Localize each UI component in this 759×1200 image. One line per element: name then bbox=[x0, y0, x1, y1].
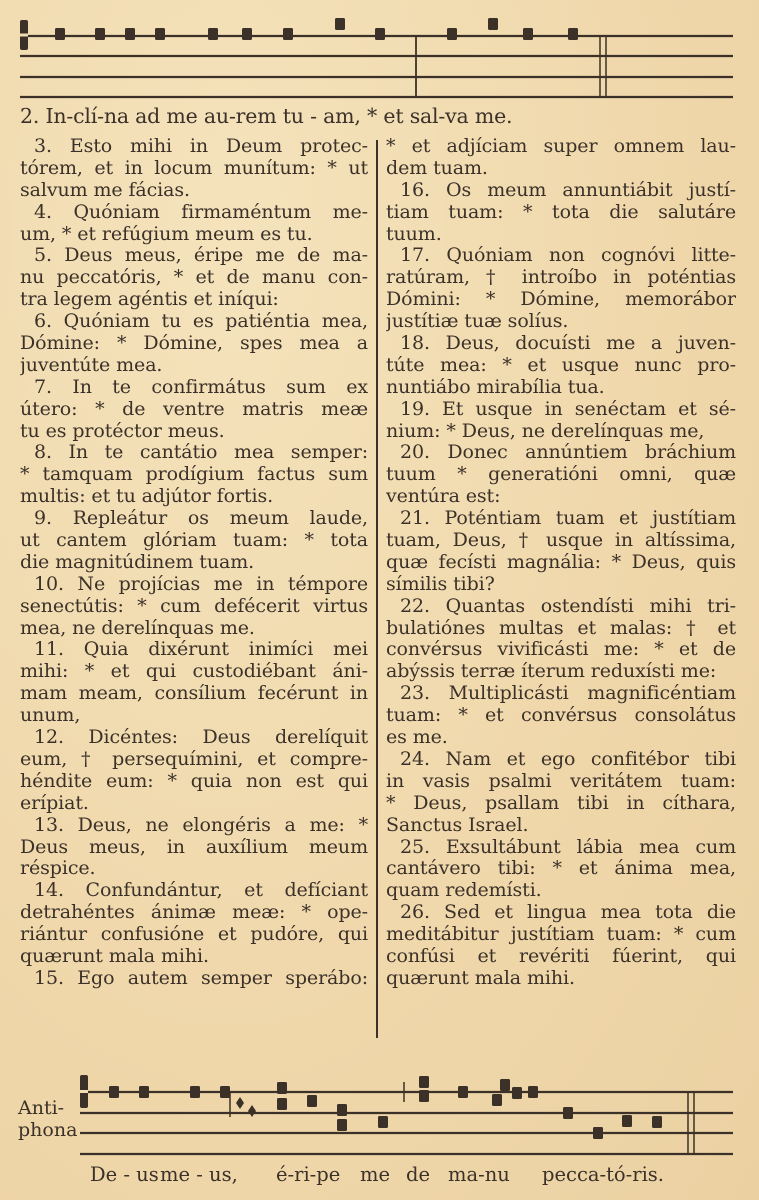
punctum-note bbox=[458, 1086, 468, 1098]
psalm-line: Dómini: * Dómine, memorábor bbox=[386, 289, 736, 311]
psalm-line: mihi: * et qui custodiébant áni- bbox=[20, 661, 368, 683]
psalm-line: 17. Quóniam non cognóvi litte- bbox=[400, 245, 736, 267]
psalm-line: tu es protéctor meus. bbox=[20, 420, 225, 442]
psalm-line: meditábitur justítiam tuam: * cum bbox=[386, 924, 736, 946]
psalm-line: bulatiónes multas et malas: † et bbox=[386, 617, 736, 639]
psalm-line: ut cantem glóriam tuam: * tota bbox=[20, 530, 368, 552]
lyric-syllable-group: De - us bbox=[90, 1163, 159, 1186]
lyric-syllable-group: me - us, bbox=[160, 1163, 238, 1186]
psalm-line: unum, bbox=[20, 705, 81, 727]
psalm-line: es me. bbox=[386, 727, 448, 749]
psalm-column-left bbox=[20, 136, 368, 990]
psalm-line: nium: * Deus, ne derelínquas me, bbox=[386, 420, 705, 442]
punctum-note bbox=[242, 28, 252, 40]
psalm-line: nu peccatóris, * et de manu con- bbox=[20, 267, 368, 289]
psalm-line: 7. In te confirmátus sum ex bbox=[34, 376, 368, 398]
psalm-line: die magnitúdinem tuam. bbox=[20, 551, 255, 573]
psalm-line: tuam, Deus, † usque in altíssima, bbox=[386, 530, 736, 552]
psalm-line: justítiæ tuæ solíus. bbox=[386, 311, 569, 333]
chant-verse-text: 2. In-clí-na ad me au-rem tu - am, * et sal-va me. bbox=[20, 104, 513, 128]
punctum-note bbox=[523, 28, 533, 40]
psalm-line: héndite eum: * quia non est qui bbox=[20, 770, 368, 792]
psalm-line: Dómine: * Dómine, spes mea a bbox=[20, 333, 368, 355]
psalm-line: 20. Donec annúntiem bráchium bbox=[400, 442, 736, 464]
punctum-note bbox=[337, 1104, 347, 1116]
psalm-line: salvum me fácias. bbox=[20, 179, 190, 201]
psalm-line: dem tuam. bbox=[386, 157, 488, 179]
punctum-note bbox=[528, 1086, 538, 1098]
antiphon-staff bbox=[0, 1080, 759, 1160]
punctum-note bbox=[277, 1082, 287, 1094]
psalm-line: 4. Quóniam firmaméntum me- bbox=[34, 201, 368, 223]
lyric-syllable-group: pecca-tó-ris. bbox=[542, 1163, 665, 1186]
psalm-line: 12. Dicéntes: Deus derelíquit bbox=[34, 727, 368, 749]
psalm-line: mea, ne derelínquas me. bbox=[20, 617, 255, 639]
antiphon-label-line2: phona bbox=[18, 1119, 78, 1141]
psalm-line: ventúra est: bbox=[386, 486, 501, 508]
psalm-line: multis: et tu adjútor fortis. bbox=[20, 486, 274, 508]
punctum-note bbox=[492, 1094, 502, 1106]
psalm-line: eum, † persequímini, et compre- bbox=[20, 748, 368, 770]
psalm-line: 18. Deus, docuísti me a juven- bbox=[400, 333, 736, 355]
punctum-note bbox=[622, 1115, 632, 1127]
c-clef-gap bbox=[20, 34, 28, 37]
psalm-line: cantávero tibi: * et ánima mea, bbox=[386, 858, 736, 880]
psalm-line: nuntiábo mirabília tua. bbox=[386, 376, 605, 398]
neumes bbox=[20, 18, 606, 97]
psalm-line: tórem, et in locum munítum: * ut bbox=[20, 157, 368, 179]
punctum-note bbox=[109, 1086, 119, 1098]
lyric-syllable-group: de bbox=[406, 1163, 431, 1186]
lyric-syllable-group: ma-nu bbox=[448, 1163, 510, 1186]
psalm-line: quam redemísti. bbox=[386, 880, 542, 902]
punctum-note bbox=[95, 28, 105, 40]
psalm-line: ratúram, † introíbo in poténtias bbox=[386, 267, 736, 289]
punctum-note bbox=[277, 1098, 287, 1110]
psalm-line: Sanctus Israel. bbox=[386, 814, 529, 836]
psalm-column-right bbox=[386, 136, 736, 990]
rhombus-note bbox=[236, 1097, 244, 1109]
psalm-line: 16. Os meum annuntiábit justí- bbox=[400, 179, 736, 201]
psalm-line: tiam tuam: * tota die salutáre bbox=[386, 201, 736, 223]
punctum-note bbox=[307, 1095, 317, 1107]
punctum-note bbox=[488, 18, 498, 30]
psalm-line: um, * et refúgium meum es tu. bbox=[20, 223, 313, 245]
punctum-note bbox=[55, 28, 65, 40]
punctum-note bbox=[190, 1086, 200, 1098]
psalm-line: abýssis terræ íterum reduxísti me: bbox=[386, 661, 717, 683]
top-chant-staff bbox=[0, 0, 759, 110]
punctum-note bbox=[378, 1116, 388, 1128]
psalm-line: 22. Quantas ostendísti mihi tri- bbox=[400, 595, 736, 617]
psalm-line: 14. Confundántur, et defíciant bbox=[34, 880, 368, 902]
psalm-line: 6. Quóniam tu es patiéntia mea, bbox=[34, 311, 368, 333]
neumes bbox=[80, 1075, 694, 1154]
psalm-line: 9. Repleátur os meum laude, bbox=[34, 508, 368, 530]
punctum-note bbox=[139, 1086, 149, 1098]
psalm-line: 5. Deus meus, éripe me de ma- bbox=[34, 245, 368, 267]
column-divider bbox=[376, 140, 378, 1038]
punctum-note bbox=[283, 28, 293, 40]
punctum-note bbox=[155, 28, 165, 40]
psalm-line: * Deus, psallam tibi in cíthara, bbox=[386, 792, 736, 814]
psalm-line: 10. Ne projícias me in témpore bbox=[34, 573, 368, 595]
punctum-note bbox=[337, 1119, 347, 1131]
punctum-note bbox=[652, 1116, 662, 1128]
psalm-line: 11. Quia dixérunt inimíci mei bbox=[34, 639, 368, 661]
psalm-line: Deus meus, in auxílium meum bbox=[20, 836, 368, 858]
staff-lines bbox=[80, 1092, 733, 1154]
psalm-line: tuum * generatióni omni, quæ bbox=[386, 464, 736, 486]
psalm-line: túte mea: * et usque nunc pro- bbox=[386, 354, 736, 376]
c-clef-gap bbox=[80, 1090, 88, 1093]
psalm-line: tuam: * et convérsus consolátus bbox=[386, 705, 736, 727]
punctum-note bbox=[568, 28, 578, 40]
punctum-note bbox=[375, 28, 385, 40]
psalm-line: quærunt mala mihi. bbox=[386, 967, 575, 989]
psalm-line: confúsi et revériti fúerint, qui bbox=[386, 945, 736, 967]
psalm-line: 23. Multiplicásti magnificéntiam bbox=[400, 683, 736, 705]
antiphon-lyrics bbox=[80, 1162, 700, 1188]
rhombus-note bbox=[248, 1105, 256, 1117]
psalm-line: convérsus vivificásti me: * et de bbox=[386, 639, 736, 661]
psalm-line: juventúte mea. bbox=[20, 354, 163, 376]
psalm-line: réspice. bbox=[20, 858, 96, 880]
punctum-note bbox=[335, 18, 345, 30]
psalm-line: 8. In te cantátio mea semper: bbox=[34, 442, 368, 464]
lyric-syllable-group: me bbox=[360, 1163, 391, 1186]
punctum-note bbox=[447, 28, 457, 40]
psalm-line: detrahéntes ánimæ meæ: * ope- bbox=[20, 902, 368, 924]
punctum-note bbox=[220, 1086, 230, 1098]
psalm-line: tuum. bbox=[386, 223, 442, 245]
psalm-line: 25. Exsultábunt lábia mea cum bbox=[400, 836, 736, 858]
psalm-line: 24. Nam et ego confitébor tibi bbox=[400, 748, 736, 770]
psalm-line: quæ fecísti magnália: * Deus, quis bbox=[386, 551, 736, 573]
psalm-line: tra legem agéntis et iníqui: bbox=[20, 289, 279, 311]
psalm-line: in vasis psalmi veritátem tuam: bbox=[386, 770, 736, 792]
psalm-line: * tamquam prodígium factus sum bbox=[20, 464, 368, 486]
punctum-note bbox=[563, 1107, 573, 1119]
staff-lines bbox=[20, 36, 733, 97]
psalm-line: * et adjíciam super omnem lau- bbox=[386, 136, 736, 157]
antiphon-label-line1: Anti- bbox=[18, 1097, 65, 1119]
psalm-line: mam meam, consílium fecérunt in bbox=[20, 683, 368, 705]
psalm-line: quærunt mala mihi. bbox=[20, 945, 209, 967]
punctum-note bbox=[419, 1076, 429, 1088]
lyric-syllable-group: é-ri-pe bbox=[276, 1163, 341, 1186]
psalm-line: símilis tibi? bbox=[386, 573, 495, 595]
psalm-line: 13. Deus, ne elongéris a me: * bbox=[34, 814, 368, 836]
punctum-note bbox=[208, 28, 218, 40]
psalm-line: riántur confusióne et pudóre, qui bbox=[20, 924, 368, 946]
punctum-note bbox=[125, 28, 135, 40]
psalm-line: 26. Sed et lingua mea tota die bbox=[400, 902, 736, 924]
psalm-line: erípiat. bbox=[20, 792, 89, 814]
punctum-note bbox=[593, 1127, 603, 1139]
psalm-line: útero: * de ventre matris meæ bbox=[20, 398, 368, 420]
punctum-note bbox=[500, 1079, 510, 1091]
psalm-line: 21. Poténtiam tuam et justítiam bbox=[400, 508, 736, 530]
psalm-line: senectútis: * cum defécerit virtus bbox=[20, 595, 368, 617]
psalm-line: 19. Et usque in senéctam et sé- bbox=[400, 398, 736, 420]
punctum-note bbox=[512, 1087, 522, 1099]
punctum-note bbox=[419, 1090, 429, 1102]
psalm-line: 3. Esto mihi in Deum protec- bbox=[34, 136, 368, 157]
psalm-line: 15. Ego autem semper sperábo: bbox=[34, 967, 368, 989]
